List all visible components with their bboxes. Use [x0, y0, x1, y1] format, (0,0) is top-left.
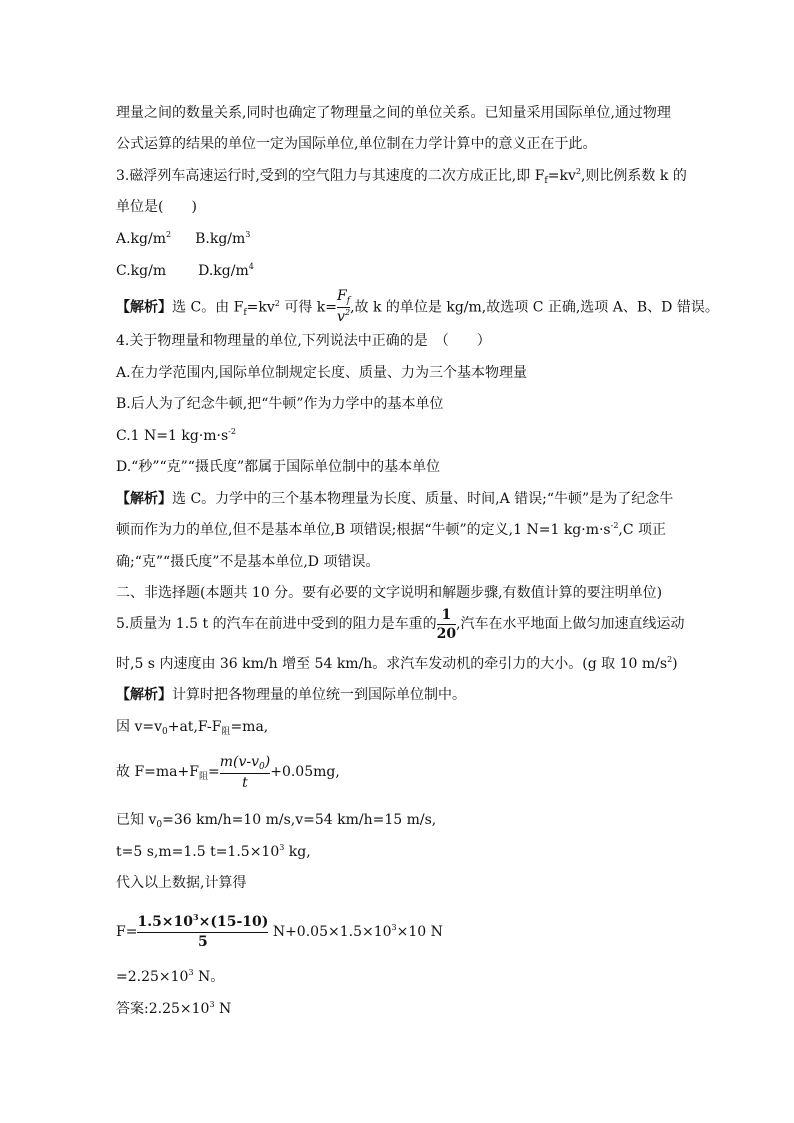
text-line: 理量之间的数量关系,同时也确定了物理量之间的单位关系。已知量采用国际单位,通过物理: [116, 105, 671, 121]
step-6: [116, 910, 443, 956]
question-3-cont: 单位是( ): [116, 199, 197, 215]
superscript: -2: [228, 427, 236, 436]
numerator: [220, 754, 271, 772]
text: 因 v=v: [116, 719, 162, 735]
superscript: 3: [279, 843, 285, 852]
text: =ma,: [230, 719, 269, 735]
text: =kv: [246, 299, 275, 316]
option-d: [198, 263, 254, 279]
fraction-bar: [437, 624, 456, 625]
step-3: [116, 811, 436, 831]
text: ×(15-10): [198, 914, 269, 930]
step-1: [116, 718, 268, 738]
superscript: 3: [245, 230, 251, 239]
superscript: 2: [344, 308, 351, 317]
option-a: [116, 231, 171, 247]
option-b: [195, 231, 250, 247]
text: 选 C。力学中的三个基本物理量为长度、质量、时间,A 错误;“牛顿”是为了纪念牛: [172, 491, 674, 507]
step-5: 代入以上数据,计算得: [116, 875, 247, 891]
text: N+0.05×1.5×10: [268, 924, 392, 940]
superscript: 3: [391, 923, 397, 932]
subscript: f: [544, 176, 548, 186]
fraction: [337, 288, 350, 327]
option-a: A.在力学范围内,国际单位制规定长度、质量、力为三个基本物理量: [116, 365, 528, 381]
options-ab: [116, 230, 250, 250]
numerator: 1: [441, 606, 452, 623]
text: kg,: [284, 844, 311, 860]
superscript: 3: [188, 968, 194, 977]
subscript: f: [243, 307, 247, 318]
analysis-label: 【解析】: [116, 687, 172, 703]
analysis-4: [116, 490, 673, 508]
text: ): [264, 753, 271, 770]
text: t=5 s,m=1.5 t=1.5×10: [116, 844, 280, 860]
superscript: 4: [248, 262, 254, 271]
text: +at,F-F: [167, 719, 222, 735]
superscript: -2: [610, 521, 619, 530]
text: N: [214, 1001, 232, 1017]
text: =2.25×10: [116, 969, 189, 985]
answer: [116, 1000, 231, 1020]
text: 计算时把各物理量的单位统一到国际单位制中。: [172, 687, 466, 703]
text: 1.5×10: [137, 914, 194, 930]
option-b: B.后人为了纪念牛顿,把“牛顿”作为力学中的基本单位: [116, 396, 444, 412]
analysis-5: [116, 686, 466, 704]
text: +0.05mg,: [270, 764, 340, 780]
subscript: f: [346, 296, 351, 306]
superscript: 2: [667, 655, 673, 664]
option-d: D.“秒”“克”“摄氏度”都属于国际单位制中的基本单位: [116, 459, 441, 475]
denominator: [337, 309, 350, 327]
text: F: [337, 288, 347, 304]
text-line: 公式运算的结果的单位一定为国际单位,单位制在力学计算中的意义正在于此。: [116, 136, 597, 152]
text: ): [672, 656, 678, 672]
superscript: 3: [193, 912, 199, 922]
subscript: 阻: [198, 772, 208, 782]
question-4: 4.关于物理量和物理量的单位,下列说法中正确的是 （ ）: [116, 333, 491, 349]
text: 3.磁浮列车高速运行时,受到的空气阻力与其速度的二次方成正比,即 F: [116, 168, 545, 184]
text: =kv: [547, 168, 576, 184]
numerator: [137, 914, 268, 931]
text: 已知 v: [116, 812, 157, 828]
superscript: 2: [166, 230, 172, 239]
text: 可得 k=: [279, 299, 338, 316]
superscript: 2: [274, 298, 280, 308]
text: 顿而作为力的单位,但不是基本单位,B 项错误;根据“牛顿”的定义,1 N=1 kg·m·s: [116, 522, 611, 538]
text: B.kg/m: [195, 231, 246, 247]
numerator: [337, 288, 350, 306]
analysis-label: 【解析】: [116, 299, 172, 316]
fraction: [137, 914, 268, 950]
fraction: [437, 607, 456, 642]
question-5: [116, 606, 685, 642]
subscript: 0: [162, 727, 168, 737]
text: ,则比例系数 k 的: [580, 168, 687, 184]
step-2: [116, 752, 340, 794]
denominator: 5: [198, 934, 208, 950]
text: 5.质量为 1.5 t 的汽车在前进中受到的阻力是车重的: [116, 616, 437, 632]
text: D.kg/m: [198, 263, 249, 279]
denominator: 20: [436, 625, 457, 642]
step-4: [116, 843, 311, 863]
text: m(v-v: [219, 753, 260, 770]
text: ,故 k 的单位是 kg/m,故选项 C 正确,选项 A、B、D 错误。: [350, 299, 719, 316]
text: ,C 项正: [618, 522, 667, 538]
text: v: [337, 309, 345, 325]
step-7: [116, 968, 224, 988]
fraction-bar: [137, 932, 268, 933]
text: C.1 N=1 kg·m·s: [116, 428, 229, 444]
subscript: 0: [156, 820, 163, 830]
text: 选 C。由 F: [172, 299, 244, 316]
text: F=: [116, 924, 138, 940]
text: 时,5 s 内速度由 36 km/h 增至 54 km/h。求汽车发动机的牵引力的大小。(g 取 10 m/s: [116, 656, 668, 672]
text: A.kg/m: [116, 231, 166, 247]
options-cd: [116, 262, 254, 282]
fraction-bar: [220, 773, 271, 774]
fraction: [220, 754, 271, 791]
text: 答案:2.25×10: [116, 1001, 210, 1017]
question-3: [116, 167, 687, 187]
text: =: [207, 764, 220, 780]
text: =36 km/h=10 m/s,v=54 km/h=15 m/s,: [162, 812, 437, 828]
analysis-label: 【解析】: [116, 491, 172, 507]
superscript: 2: [575, 167, 581, 176]
option-c: C.kg/m: [116, 263, 167, 279]
denominator: t: [242, 774, 248, 791]
analysis-4-cont: [116, 521, 666, 541]
text: N。: [193, 969, 225, 985]
text: ,汽车在水平地面上做匀加速直线运动: [456, 616, 685, 632]
question-5-cont: [116, 655, 678, 675]
text: ×10 N: [396, 924, 443, 940]
superscript: 3: [209, 1000, 215, 1009]
option-c: [116, 427, 236, 447]
analysis-4-cont: 确;“克”“摄氏度”不是基本单位,D 项错误。: [116, 554, 380, 570]
section-heading: 二、非选择题(本题共 10 分。要有必要的文字说明和解题步骤,有数值计算的要注明单位): [116, 585, 663, 601]
text: 故 F=ma+F: [116, 764, 199, 780]
analysis-3: [116, 288, 719, 328]
subscript: 阻: [221, 727, 231, 737]
subscript: 0: [259, 761, 265, 772]
